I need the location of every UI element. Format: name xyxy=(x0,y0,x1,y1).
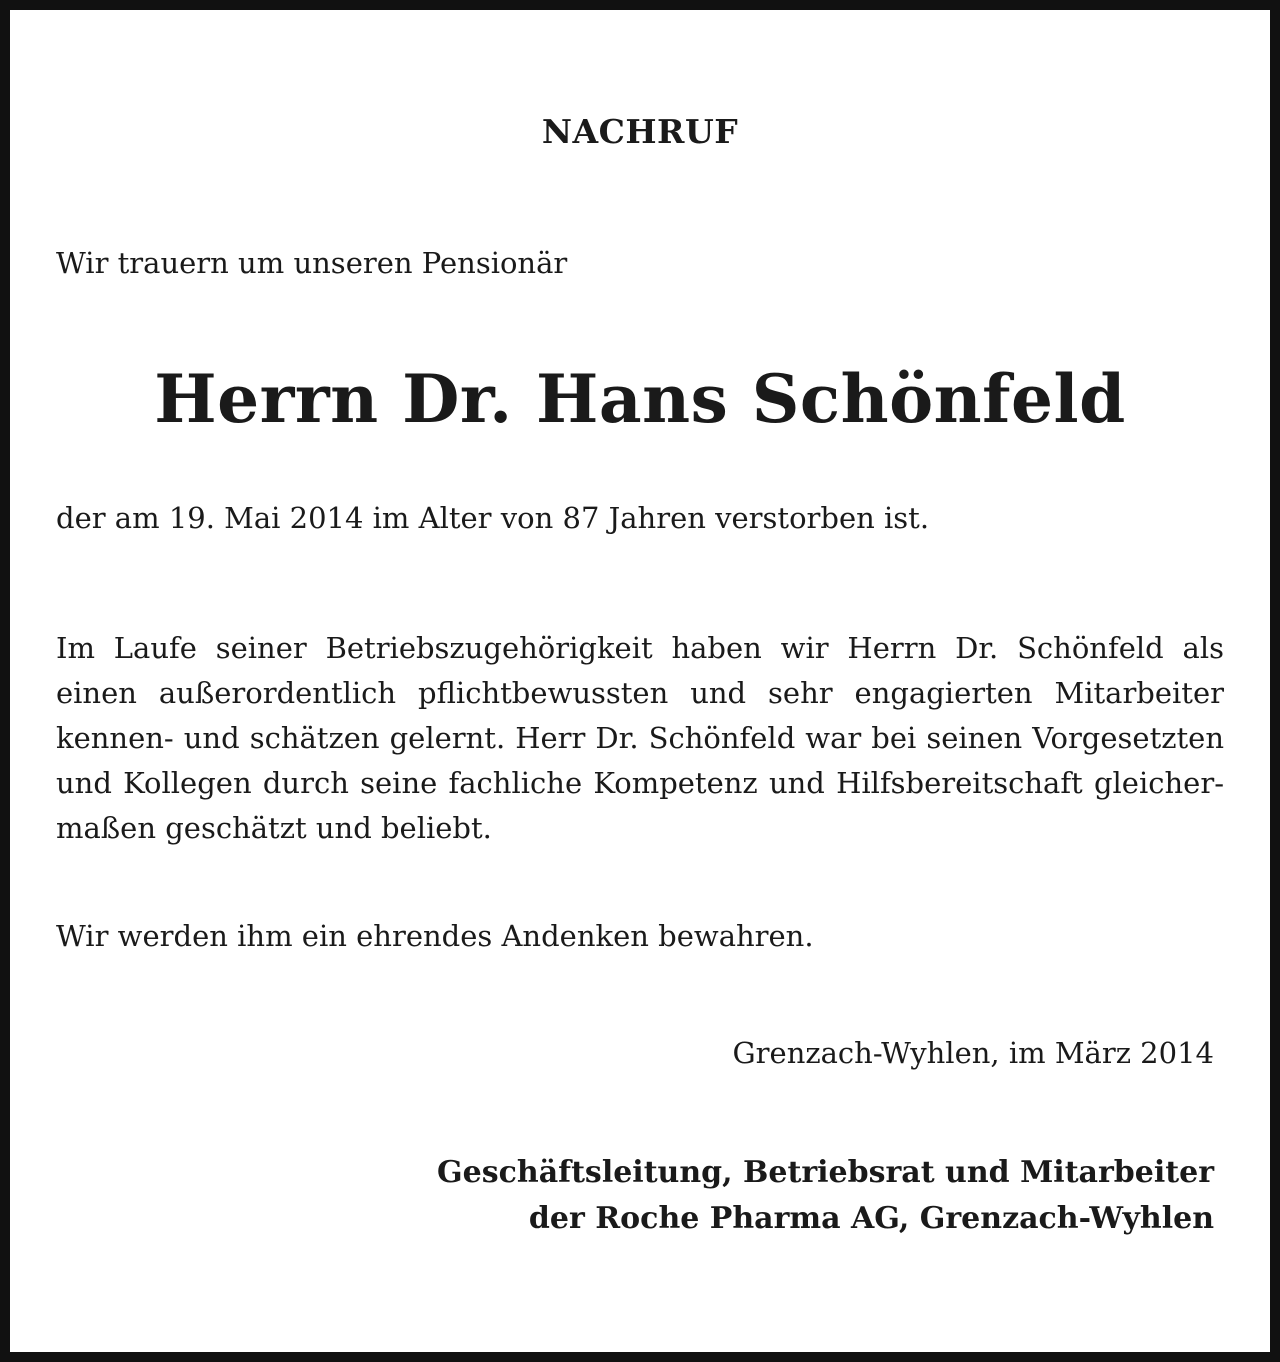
intro-line: Wir trauern um unseren Pensionär xyxy=(56,246,568,280)
notice-heading: NACHRUF xyxy=(541,112,739,151)
signature-line-2: der Roche Pharma AG, Grenzach-Wyhlen xyxy=(528,1201,1214,1236)
tribute-paragraph: Im Laufe seiner Betriebszugehörigkeit haben wir Herrn Dr. Schönfeld als einen außerordentlich pflichtbewussten und sehr engagierten Mitarbeiter kennen- und schätzen gelernt. Herr Dr. Schönfeld war bei seinen Vorgesetzten und Kollegen durch seine fachliche Kompetenz und Hilfsbereitschaft gleichermaßen geschätzt und beliebt. xyxy=(56,631,1224,845)
signature-line-1: Geschäftsleitung, Betriebsrat und Mitarbeiter xyxy=(437,1155,1214,1190)
place-date-line: Grenzach-Wyhlen, im März 2014 xyxy=(732,1036,1214,1070)
death-date-line: der am 19. Mai 2014 im Alter von 87 Jahren verstorben ist. xyxy=(56,501,930,535)
closing-line: Wir werden ihm ein ehrendes Andenken bewahren. xyxy=(56,919,814,953)
deceased-name: Herrn Dr. Hans Schönfeld xyxy=(154,360,1126,438)
signature-block xyxy=(437,1150,1214,1242)
